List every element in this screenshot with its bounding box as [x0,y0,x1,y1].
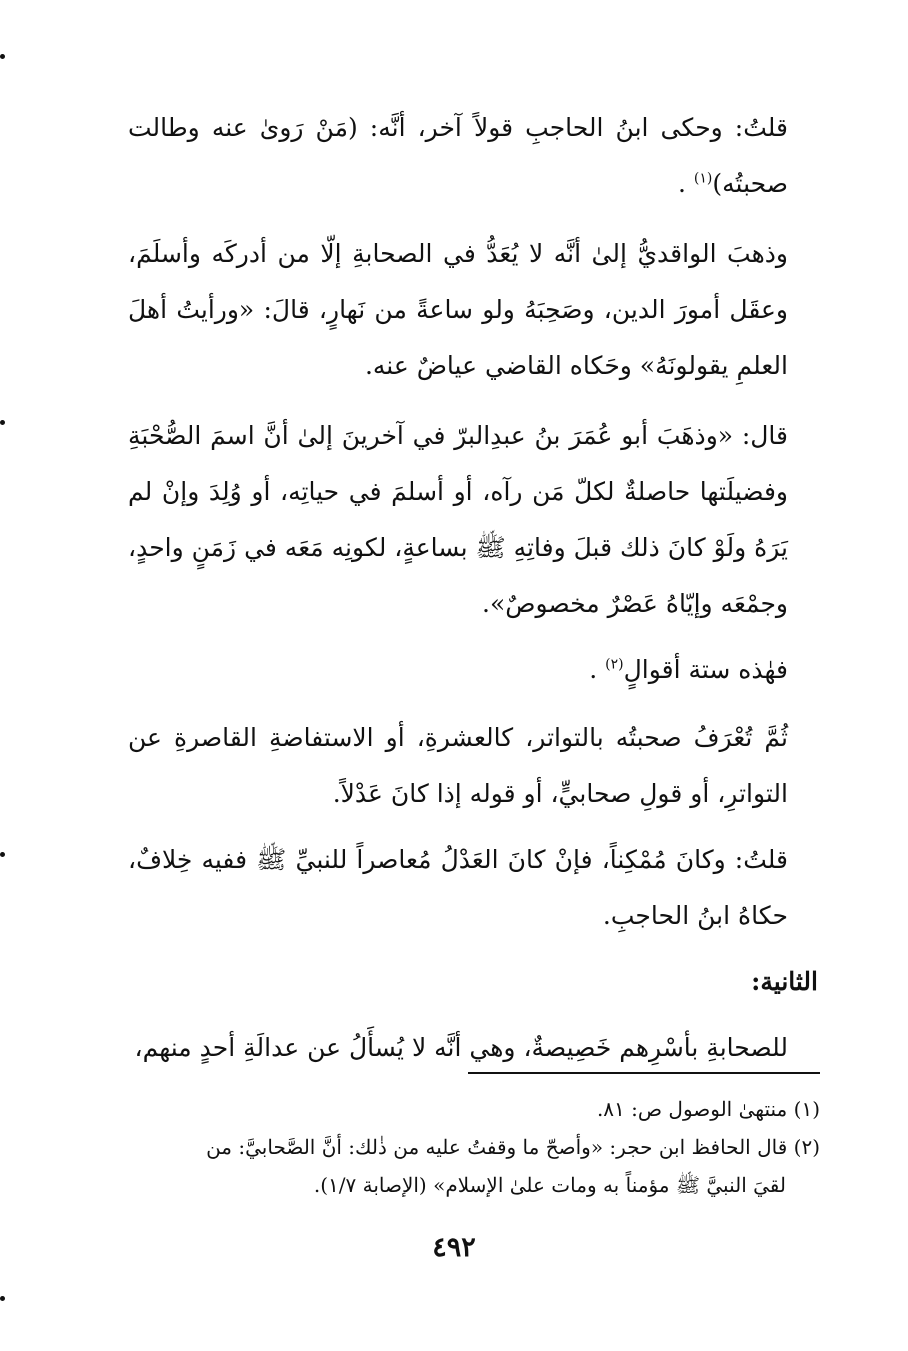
footnote-ref-2[interactable]: (٢) [605,656,624,673]
footnote-ref-1[interactable]: (١) [693,170,713,187]
section-heading: الثانية: [751,967,818,996]
footnote-2-line-1: (٢) قال الحافظ ابن حجر: «وأصحّ ما وقفتُ عليه من ذٰلك: أنَّ الصَّحابيَّ: من [206,1135,820,1159]
scan-speck [0,54,5,59]
paragraph-1 [128,100,818,212]
main-text [128,100,818,1076]
footnote-2-line-2: لقيَ النبيَّ ﷺ مؤمناً به ومات علىٰ الإسلام» (الإصابة ١/٧). [313,1173,786,1197]
paragraph-7: للصحابةِ بأسْرِهم خَصِيصةٌ، وهي أنَّه لا يُسأَلُ عن عدالَةِ أحدٍ منهم، [134,1033,788,1062]
footnote-1: (١) منتهىٰ الوصول ص: ٨١. [596,1097,820,1121]
paragraph-4-text: فهٰذه ستة أقوالٍ [623,655,788,684]
paragraph-4-end: . [589,655,598,684]
paragraph-6: قلتُ: وكانَ مُمْكِناً، فإنْ كانَ العَدْلُ مُعاصراً للنبيِّ ﷺ ففيه خِلافٌ، حكاهُ ابنُ الحاجبِ. [128,845,788,930]
page-number: ٤٩٢ [432,1232,476,1263]
scan-speck [0,852,5,857]
scan-speck [0,420,5,425]
footnote-separator [468,1072,820,1074]
paragraph-3: قال: «وذهَبَ أبو عُمَرَ بنُ عبدِالبرّ في آخرينَ إلىٰ أنَّ اسمَ الصُّحْبَةِ وفضيلَتها حاصلةٌ لكلّ مَن رآه، أو أسلمَ في حياتِه، أو وُلِدَ وإنْ لم يَرَهُ ولَوْ كانَ ذلك قبلَ وفاتِهِ ﷺ بساعةٍ، لكونِه مَعَه في زَمَنٍ واحدٍ، وجمْعَه وإيّاهُ عَصْرٌ مخصوصٌ». [128,421,788,618]
paragraph-2: وذهبَ الواقديُّ إلىٰ أنَّه لا يُعَدُّ في الصحابةِ إلّا من أدركَه وأسلَمَ، وعقَل أمورَ الدين، وصَحِبَهُ ولو ساعةً من نَهارٍ، قالَ: «ورأيتُ أهلَ العلمِ يقولونَهُ» وحَكاه القاضي عياضٌ عنه. [128,239,788,380]
paragraph-1-end: . [678,169,686,198]
footnotes [128,1090,820,1204]
paragraph-5: ثُمَّ تُعْرَفُ صحبتُه بالتواتر، كالعشرةِ، أو الاستفاضةِ القاصرةِ عن التواترِ، أو قولِ صحابيٍّ، أو قوله إذا كانَ عَدْلاً. [128,723,788,808]
paragraph-4 [128,642,818,698]
paragraph-1-text: قلتُ: وحكى ابنُ الحاجبِ قولاً آخر، أنَّه: (مَنْ رَوىٰ عنه وطالت صحبتُه) [128,113,788,198]
scan-speck [0,1296,5,1301]
